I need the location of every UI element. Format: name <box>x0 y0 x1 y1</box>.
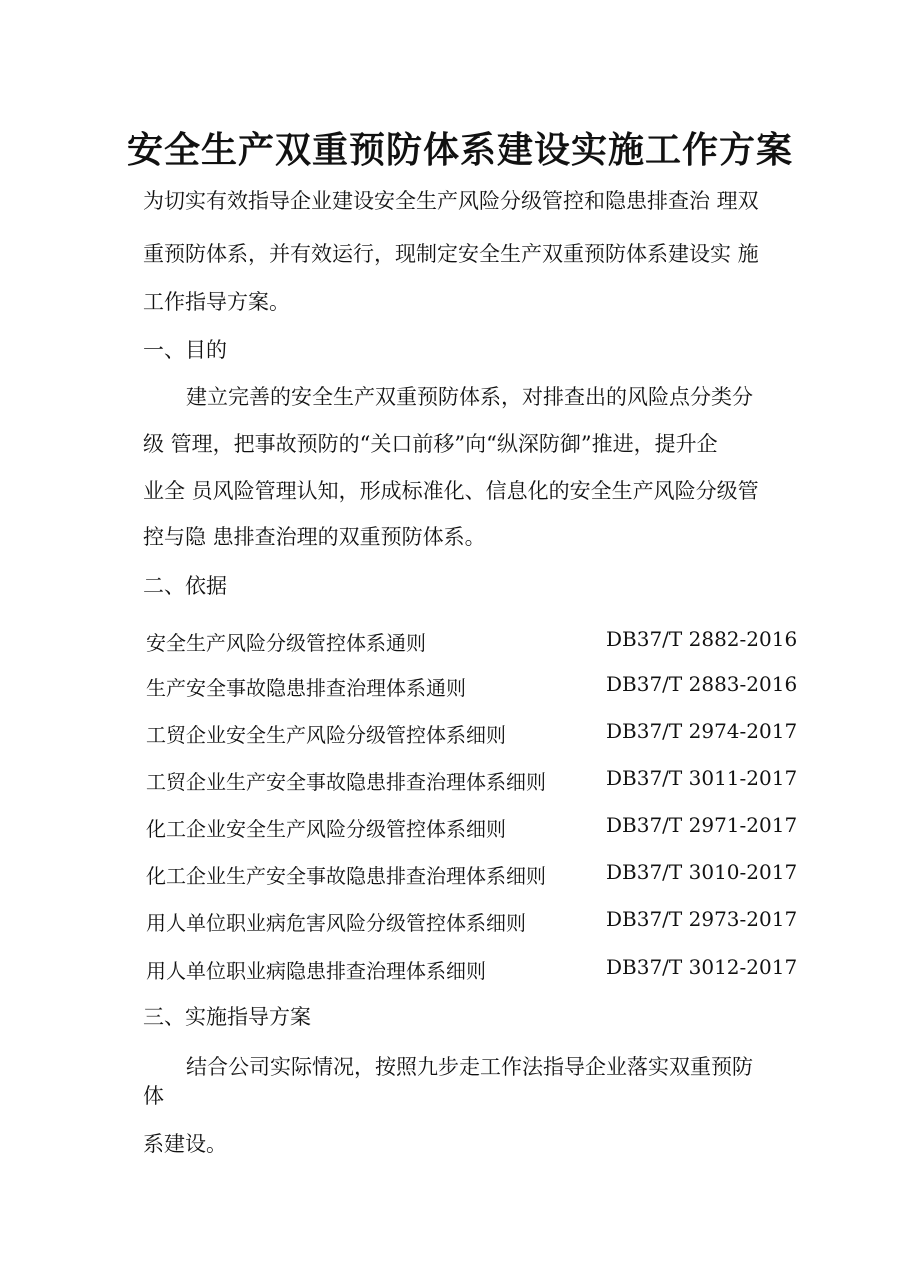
reference-title: 用人单位职业病隐患排查治理体系细则 <box>146 959 486 983</box>
section3-line-2: 体 <box>143 1084 164 1108</box>
reference-code: DB37/T 2882-2016 <box>606 627 798 651</box>
intro-line-1: 为切实有效指导企业建设安全生产风险分级管控和隐患排查治 理双 <box>143 189 759 213</box>
reference-code: DB37/T 3011-2017 <box>606 766 798 790</box>
reference-code: DB37/T 2973-2017 <box>606 907 798 931</box>
reference-title: 化工企业生产安全事故隐患排查治理体系细则 <box>146 864 546 888</box>
reference-code: DB37/T 2883-2016 <box>606 672 798 696</box>
section3-line-3: 系建设。 <box>143 1132 227 1156</box>
reference-title: 工贸企业安全生产风险分级管控体系细则 <box>146 723 506 747</box>
section1-line-4: 控与隐 患排查治理的双重预防体系。 <box>143 525 486 549</box>
reference-title: 化工企业安全生产风险分级管控体系细则 <box>146 817 506 841</box>
section1-line-2: 级 管理，把事故预防的“关口前移”向“纵深防御”推进，提升企 <box>143 432 718 456</box>
reference-code: DB37/T 3012-2017 <box>606 955 798 979</box>
section1-line-1: 建立完善的安全生产双重预防体系，对排查出的风险点分类分 <box>186 385 753 409</box>
section1-heading: 一、目的 <box>143 338 227 362</box>
reference-code: DB37/T 3010-2017 <box>606 860 798 884</box>
reference-code: DB37/T 2974-2017 <box>606 719 798 743</box>
section3-line-1: 结合公司实际情况，按照九步走工作法指导企业落实双重预防 <box>186 1055 753 1079</box>
reference-title: 工贸企业生产安全事故隐患排查治理体系细则 <box>146 770 546 794</box>
section3-heading: 三、实施指导方案 <box>143 1005 311 1029</box>
intro-line-3: 工作指导方案。 <box>143 290 290 314</box>
reference-title: 生产安全事故隐患排查治理体系通则 <box>146 676 466 700</box>
reference-title: 用人单位职业病危害风险分级管控体系细则 <box>146 911 526 935</box>
section2-heading: 二、依据 <box>143 574 227 598</box>
document-title: 安全生产双重预防体系建设实施工作方案 <box>126 129 793 171</box>
intro-line-2: 重预防体系，并有效运行，现制定安全生产双重预防体系建设实 施 <box>143 242 759 266</box>
reference-code: DB37/T 2971-2017 <box>606 813 798 837</box>
reference-title: 安全生产风险分级管控体系通则 <box>146 631 426 655</box>
section1-line-3: 业全 员风险管理认知，形成标准化、信息化的安全生产风险分级管 <box>143 479 759 503</box>
